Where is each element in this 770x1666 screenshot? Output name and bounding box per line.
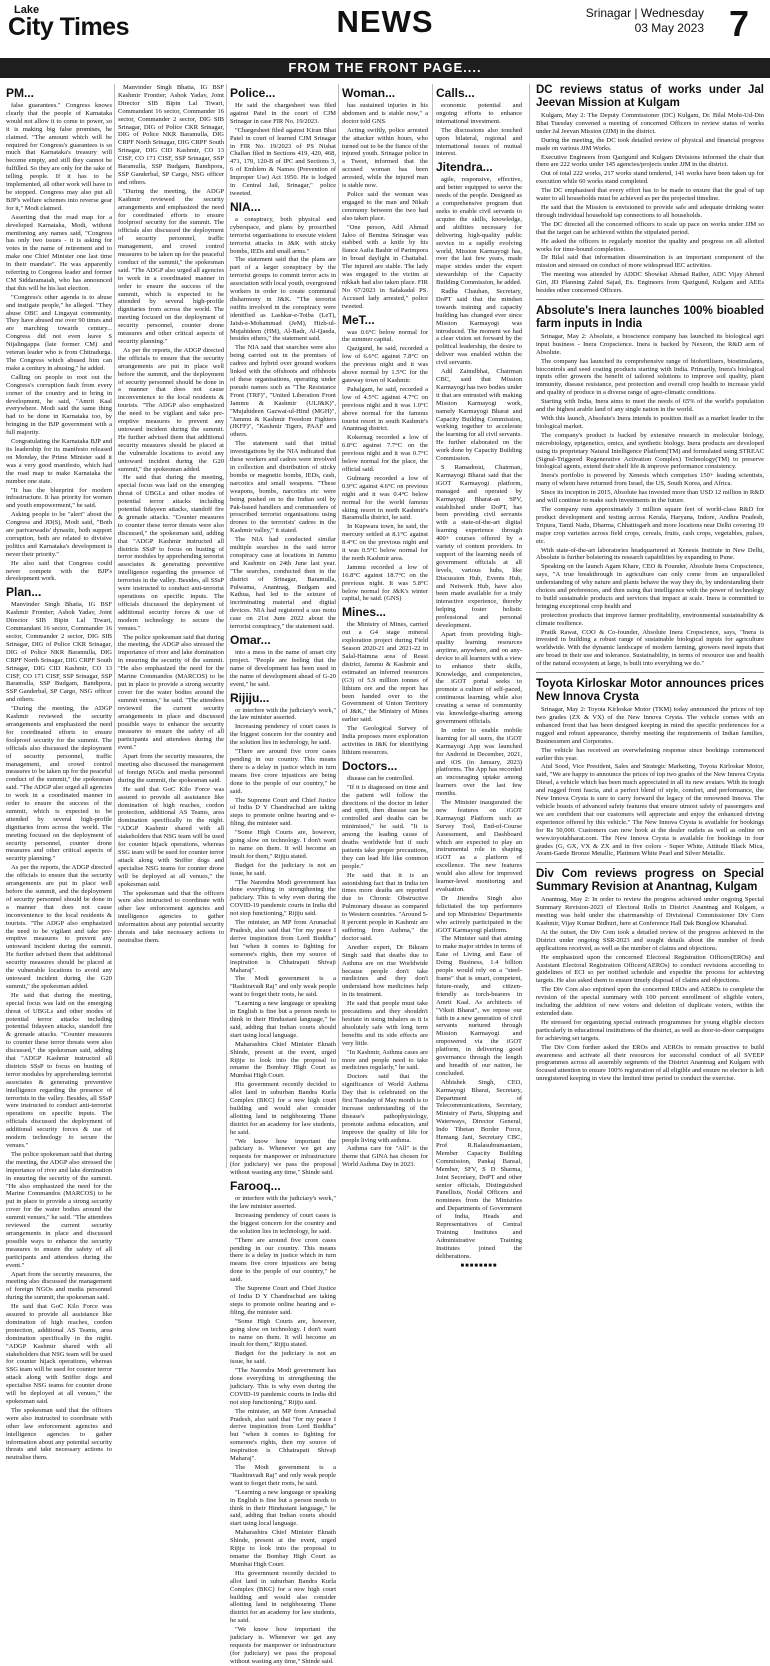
article-paragraph: The minister, an MP from Arunachal Pradesh, also said that "for my peace I derive inspiration from Lord Buddha" but "when it comes to fighting for someone's rights, then my source of inspiration is Chhatrapati Shivaji Maharaj". bbox=[230, 919, 336, 974]
article-paragraph: "The Narendra Modi government has done everything in strengthening the judiciary. This is why even during the COVID-19 pandemic courts in India did not stop functioning," Rijiju said. bbox=[230, 1367, 336, 1406]
article-paragraph: Congratulating the Karnataka BJP and its leadership for its manifesto released on Monday, the Prime Minister said it was a very good manifesto, which had the road map to make Karnataka the number one state. bbox=[6, 438, 112, 485]
article-paragraph: "Learning a new language or speaking in English is fine but a person needs to think in their Hindustani language," he said, adding that Indian courts should start using local language. bbox=[230, 1488, 336, 1528]
article-paragraph: "There are around five crore cases pending in our country. This means there is a delay in justice which in turn means five crore injustices are being done to the people of our country," he said. bbox=[230, 748, 336, 795]
article-paragraph: Calling on people to root out the Congress's corruption fault from every corner of the country and to bring in development, he said, "Amrit Kaal everywhere. Modi said the same thing had to be done in Karnataka too, by bringing in the BJP government with a full majority. bbox=[6, 373, 112, 437]
article-paragraph: Atul Sood, Vice President, Sales and Strategic Marketing, Toyota Kirloskar Motor, said, "We are happy to announce the prices of top two grades of the New Innova Crysta Diesel, a vehicle which has been much appreciated in all its new avatars. With its tough and rugged front fascia, and a perfect blend of style, comfort, and performance, the New Innova Crysta is sure to carry forward the legacy of the renowned Innova. The vehicle boasts of advanced safety features that ensure utmost safety of passengers and we are confident that our customers will appreciate and enjoy the enhanced driving experience offered by this vehicle." The New Innova Crysta is available for bookings for Rs 50,000. Customers can now book at the dealer outlets as well as online on www.toyotabharat.com. The New Innova Crysta is available for bookings in four grades (G, GX, VX & ZX and in five colors - Super White, Attitude Black Mica, Avant-Garde Bronze Metallic, Platinum White Pearl and Silver Metallic. bbox=[536, 763, 764, 858]
article-paragraph: At the outset, the Div Com took a detailed review of the progress achieved in the District under ongoing SSR-2023 and sought details about the number of fresh applications received, as well as the number of claims and objections. bbox=[536, 928, 764, 952]
calls-story-body bbox=[436, 102, 522, 158]
article-headline: Toyota Kirloskar Motor announces prices New Innova Crysta bbox=[536, 678, 764, 704]
article-paragraph: false guarantees." Congress knows clearly that the people of Karnataka would not allow it to come to power, so it is making big false promises, he claimed. "The amount which will be required for Congress's guarantees is so much that Karnataka's treasury will become empty, and still they cannot be fulfilled. So they are only for the sake of telling people. If it has to be implemented, all other work will have to be stopped. Congress may also put all BJP's welfare schemes into reverse gear for it," Modi claimed. bbox=[6, 102, 112, 212]
article-paragraph: Gulmarg recorded a low of 0.9°C against 4.6°C on previous night and it was 0.4°C below normal for the world famous skiing resort in north Kashmir's Baramulla district, he said. bbox=[342, 474, 428, 522]
jitendra-story-body bbox=[436, 176, 522, 1260]
article-paragraph: Out of total 222 works, 217 works stand tendered, 141 works have been taken up for execution while 60 works stand completed. bbox=[536, 170, 764, 186]
woman-continuation-title: Woman... bbox=[342, 86, 396, 100]
article-separator bbox=[536, 862, 764, 863]
article-paragraph: was 0.6°C below normal for the summer capital. bbox=[342, 328, 428, 344]
article-paragraph: Budget for the judiciary is not an issue, he said. bbox=[230, 861, 336, 877]
article-paragraph: The Geological Survey of India proposes more exploration activities in J&K for identifying lithium resources. bbox=[342, 725, 428, 756]
article-paragraph: The police spokesman said that during the meeting, the ADGP also stressed the importance of river and lake domination in ensuring the security of the summit. "He also emphasized the need for the Marine Commandos (MARCOS) to be put in place to provide a strong security cover for the water bodies around the summit venues," he said. "The attendees reviewed the current security arrangements in place and discussed possible ways to enhance the security measures to ensure the safety of all participants and attendees during the event." bbox=[6, 1150, 112, 1269]
article-paragraph: Speaking on the launch Agam Khare, CEO & Founder, Absolute Inera Cropscience, says, "A true breakthrough in agriculture can only come from an unparalleled understanding of why nature and plants behave the way they do, by understanding their choices and preferences, and then using that intelligence with the power of technology to build sustainable products and services that impact at scale. Inera is committed to bringing exceptional crop health and bbox=[536, 563, 764, 610]
article-paragraph: Dr Jitendra Singh also felicitated the top performers and top Ministries/ Departments who actively participated in the iGOT Karmayogi platform. bbox=[436, 894, 522, 934]
article-paragraph: His government recently decided to allot land in suburban Bandra Kurla Complex (BKC) for a new high court building and would also consider allotting land in neighbouring Thane district for an academy for law students, he said. bbox=[230, 1569, 336, 1625]
column-divider bbox=[114, 84, 115, 1168]
article-paragraph: The Modi government is a "Rashtravadi Raj" and only weak people want to forget their roots, he said. bbox=[230, 1464, 336, 1487]
article-paragraph: has sustained injuries in his abdomen and is stable now," a doctor told GNS. bbox=[342, 102, 428, 125]
met-continuation-title: MeT... bbox=[342, 312, 375, 327]
article-paragraph: disease can be controlled. bbox=[347, 774, 414, 782]
article-paragraph: He also said that Congress could never compete with the BJP's development work. bbox=[6, 559, 112, 583]
article-paragraph: The Supreme Court and Chief Justice of India D Y Chandrachud are taking steps to promote online hearing and e-filing, the minister said. bbox=[230, 796, 336, 828]
article-paragraph: The DC emphasised that every effort has to be made to ensure that the goal of tap water to all households must be achieved as per the projected timeline. bbox=[536, 187, 764, 203]
article-paragraph: "Chargesheet filed against Kiran Bhai Patel in court of learned CJM Srinagar in FIR No. 19/2023 of PS Nishat Challan filed in Sections 419, 420, 468, 471, 170, 120-B of IPC and Sections 3, 6 of Emblem & Names (Prevention of Improper Use) Act 1950. He is lodged in Central Jail, Srinagar," police tweeted. bbox=[230, 126, 336, 197]
rijiju-continuation-title: Rijiju... bbox=[230, 690, 270, 705]
article-paragraph: In order to enable mobile learning for all users, the iGOT Karmayogi App was launched for Android in December, 2021, and iOS (in January, 2023) platforms. The App has recorded an encouraging uptake among learners over the last few months. bbox=[436, 726, 522, 798]
article-paragraph: The statement said that the plans are part of a larger conspiracy by the terrorist groups to commit terror acts in association with local youth, overground workers in order to create communal disharmony in J&K. "The terrorist outfits involved in the conspiracy were identified as Lashkar-e-Toiba (LeT), Jaish-e-Mohammad (JeM), Hizb-ul-Mujahideen (HM), Al-Badr, Al-Qaeda, besides others," the statement said. bbox=[230, 256, 336, 343]
article-paragraph: The meeting was attended by ADDC Showkat Ahmad Rather, ADC Vijay Ahmed Giri, JD Planning Zahid Sajad, Ex. Engineers from Qazigund, Kulgam and AEEs besides other concerned Officers. bbox=[536, 271, 764, 295]
mines-continuation-title: Mines... bbox=[342, 605, 387, 620]
article-paragraph: The discussions also touched upon bilateral, regional and international issues of mutual interest. bbox=[436, 126, 522, 158]
issue-date: 03 May 2023 bbox=[634, 21, 704, 35]
article-paragraph: Asking people to be "alert" about the Congress and JD(S), Modi said, "Both are parivarwadis' dynastic, both support corruption, both are related to divisive politics and Karnataka's development is never their priority." bbox=[6, 511, 112, 558]
article-paragraph: The minister, an MP from Arunachal Pradesh, also said that "for my peace I derive inspiration from Lord Buddha" but "when it comes to fighting for someone's rights, then my source of inspiration is Chhatrapati Shivaji Maharaj". bbox=[230, 1407, 336, 1463]
article-paragraph: Srinagar, May 2: Toyota Kirloskar Motor (TKM) today announced the prices of top two grades (ZX & VX) of the New Innova Crysta. The vehicle comes with an enhanced front that has been designed keeping in mind the specific preferences for a rugged and robust appearance, thereby meeting the requirements of Indian families, Businessmen and Corporates. bbox=[536, 706, 764, 745]
article-paragraph: The company has launched its comprehensive range of biofertilisers, biostimulants, biocontrols and seed coating products starting with India. Primarily, Inera's biological inputs offer growers the benefit of tailored solutions to improve soil quality, plant immunity, disease resistance, pest protection and overall crop health to increase yield and quality of produce in a diverse range of agro-climatic conditions. bbox=[536, 357, 764, 397]
article-paragraph: As per the reports, the ADGP directed the officials to ensure that the security arrangements are put in place well before the summit, and the deployment of security personnel should be done in a manner that does not cause inconvenience to the local residents & tourists. "The ADGP also emphasized the need to be vigilant and take pre-emptive measures to prevent any untoward incident during the summit. He further advised them that additional security measures should be placed at the vulnerable locations to avoid any untoward incident during the G20 summit," the spokesman added. bbox=[6, 864, 112, 990]
police-story-body bbox=[230, 102, 336, 198]
article-paragraph: He said that the Mission is envisioned to provide safe and adequate drinking water through individual household tap connections to all households. bbox=[536, 203, 764, 219]
article-paragraph: Radha Chauhan, Secretary, DoPT said that the mindset towards training and capacity building has changed ever since Mission Karmayogi was introduced. The moment we had a clear vision set forward by the political leadership, the desire to deliver was enabled within the civil servants. bbox=[436, 288, 522, 367]
article-paragraph: The Minister inaugurated the new features on iGOT Karmayogi Platform such as Survey Tool, End-of-Course Assessment, and Dashboard which are expected to play an instrumental role in shaping iGOT as a platform of excellence. The new features would also allow for improved learner-level monitoring and evaluation. bbox=[436, 799, 522, 893]
jitendra-continuation-title: Jitendra... bbox=[436, 160, 493, 175]
article-paragraph: Apart from providing high-quality learning resources anytime, anywhere, and on any-device to all learners with a view to enhance their skills, Knowledge, and competencies, the iGOT portal seeks to promote a culture of self-paced, continuous learning, while also creating a sense of community via knowledge-sharing among government officials. bbox=[436, 631, 522, 725]
article-paragraph: "Congress's other agenda is to abuse and instigate people," he alleged. "They abuse OBC and Lingayat community. They have abused me over 90 times and are marching towards century... Congress did not even leave S Nijalingappa (late former CM) and veteran leader who is from Chitradurga. The Congress which abused him can make a century in abusing," he added. bbox=[6, 293, 112, 372]
column-1 bbox=[6, 84, 112, 1462]
article-paragraph: The company's product is backed by extensive research in molecular biology, microbiology, epigenetics, omics, and synthetic biology. Inera products are developed using its proprietary Natural Intelligence Platform(TM) and formulated using STREAC (Signal-Triggered Regenerative Activation Complex) Technology(TM) to preserve biological agents, extend their shelf life & improve performance consistency. bbox=[536, 431, 764, 471]
article-paragraph: Kulgam, May 2: The Deputy Commissioner (DC) Kulgam, Dr. Bilal Mohi-Ud-Din Bhat Tuesday convened a meeting of concerned Officers to review status of works under Jal Jeevan Mission (JJM) in the district. bbox=[536, 112, 764, 135]
article-paragraph: Budget for the judiciary is not an issue, he said. bbox=[230, 1350, 336, 1366]
article-paragraph: economic potential and ongoing efforts to enhance international investment. bbox=[436, 102, 522, 125]
article-paragraph: In Kupwara town, he said, the mercury settled at 8.1°C against 8.4°C on the previous night and it was 0.5°C below normal for the north Kashmir area. bbox=[342, 523, 428, 562]
article-separator bbox=[536, 672, 764, 673]
article-paragraph: The Supreme Court and Chief Justice of India D Y Chandrachud are taking steps to promote online hearing and e-filing, the minister said. bbox=[230, 1285, 336, 1316]
article-headline: DC reviews status of works under Jal Jeevan Mission at Kulgam bbox=[536, 84, 764, 109]
article-paragraph: Inera's portfolio is powered by Xenesis which comprises 150+ leading scientists, many of whom have returned from Israel, the US, South Korea, and Africa. bbox=[536, 472, 764, 488]
newspaper-logo bbox=[8, 4, 158, 42]
omar-continuation-title: Omar... bbox=[230, 633, 271, 647]
article-paragraph: Increasing pendency of court cases is the biggest concern for the country and the solution lies in technology, he said. bbox=[230, 1211, 336, 1235]
article-paragraph: Executive Engineers from Qazigund and Kulgam Divisions informed the chair that there are 222 works under 145 agencies/projects under JJM in the district. bbox=[536, 153, 764, 169]
article-paragraph: Apart from the security measures, the meeting also discussed the management of foreign NGOs and media personnel during the summit, the spokesman said. bbox=[6, 1270, 112, 1302]
article-paragraph: "We know how important the judiciary is. Whenever we get any requests for manpower or infrastructure (for judiciary) we pass the proposal without wasting any time," Shinde said. bbox=[230, 1137, 336, 1177]
article-paragraph: He said that during the meeting, special focus was laid on the emerging threat of UBGLs and other modes of potential terror attacks including potential fidayeen attacks, standoff fire & grenade attacks. "Counter measures to counter these terror threats were also discussed," the spokesman said, adding that "ADGP Kashmir instructed all districts SSsP to focus on busting of terror modules by apprehending terrorist associates & generating preventive intelligence regarding the presence of terrorists in the valley. Besides, all SSsP were instructed to conduct anti-terrorist operations on specific inputs. The officials discussed the deployment of additional security forces & use of modern technology to secure the venues." bbox=[6, 991, 112, 1149]
article-paragraph: He emphasized upon the concerned Electoral Registration Officers(EROs) and Assistant Electoral Registration Officers(AEROs) to conduct revisions according to guidelines of ECI so per notified schedule and expedite the process for achieving targets. He also asked them to ensure timely disposal of claims and objections. bbox=[536, 953, 764, 985]
nia-continuation-title: NIA... bbox=[230, 199, 261, 214]
article-paragraph: He said that people must take precautions and they shouldn't hesitate in using inhalers as it is absolutely safe with long term benefits and its side effects are very little. bbox=[342, 1000, 428, 1047]
article-paragraph: Another expert, Dr Bikram Singh said that deaths due to Asthma are on rise Worldwide because people don't take medicines and they don't understand how medicines help in its treatment. bbox=[342, 943, 428, 999]
article-paragraph: The police spokesman said that during the meeting, the ADGP also stressed the importance of river and lake domination in ensuring the security of the summit. "He also emphasized the need for the Marine Commandos (MARCOS) to be put in place to provide a strong security cover for the water bodies around the summit venues," he said. "The attendees reviewed the current security arrangements in place and discussed possible ways to enhance the security measures to ensure the safety of all participants and attendees during the event." bbox=[118, 633, 224, 752]
column-6 bbox=[536, 84, 764, 1168]
article-paragraph: The spokesman said that the officers were also instructed to coordinate with other law enforcement agencies and intelligence agencies to gather information about any potential security threats and take necessary actions to neutralise them. bbox=[118, 889, 224, 944]
article-paragraph: The NIA had conducted similar multiple searches in the said terror conspiracy case at locations in Jammu and Kashmir on 24th June last year. "The searches, conducted then in the district of Srinagar, Baramulla, Pulwama, Anantnag, Budgam and Kathua, had led to the seizure of incriminating material and digital devices. NIA had registered a suo motu case on 21st June 2022 about the terrorist conspiracy," the statement said. bbox=[230, 536, 336, 631]
article-body bbox=[536, 896, 764, 1083]
article-paragraph: The Minister said that aiming to make major strides in terms of Ease of Living and Ease of Doing Business, 1.4 billion people would rely on a "steel-frame" that is smart, competent, future-ready, and citizen-friendly as torch-bearers in Amrit Kaal. As architects of "Viksit Bharat", we repose our faith in a new generation of civil servants nurtured through Mission Karmayogi and empowered via the iGOT platform, in delivering good governance through the length and breadth of our nation, he concluded. bbox=[436, 935, 522, 1077]
pm-story-body bbox=[6, 102, 112, 583]
pm-continuation-title: PM... bbox=[6, 86, 35, 100]
article-paragraph: "There are around five crore cases pending in our country. This means there is a delay in justice which in turn means five crore injustices are being done to the people of our country," he said. bbox=[230, 1236, 336, 1284]
article-paragraph: Adil Zainulbhai, Chairman CBC, said that Mission Karmayogi has two bodies under it that are entrusted with making Mission Karmayogi work, namely Karmayogi Bharat and Capacity Building Commission, working together to accelerate the learning for all civil servants. He further elaborated on the work done by Capacity Building Commission. bbox=[436, 368, 522, 463]
article-separator bbox=[536, 299, 764, 300]
article-paragraph: He said that GoC Kilo Force was assured to provide all assistance like domination of high reaches, cordon protection, additional AS Teams, area domination specifically in the night. "ADGP Kashmir shared with all stakeholders that NSG team will be used for counter hijack operations, whereas SSG team will be used for counter terror attack along with Sniffer dogs and specialise NSG teams for counter drone will be deployed at all venues," the spokesman said. bbox=[118, 785, 224, 888]
column-2 bbox=[118, 84, 224, 1168]
article-body bbox=[536, 112, 764, 295]
omar-story-body bbox=[230, 649, 336, 689]
farooq-continuation-title: Farooq... bbox=[230, 1179, 281, 1194]
article-paragraph: into a mess in the name of smart city project. "People are feeling that the name of development has been used in the name of development ahead of G-20 event," he said. bbox=[230, 649, 336, 688]
plan-story-body bbox=[6, 601, 112, 1462]
article-headline: Absolute's Inera launches 100% bioabled farm inputs in India bbox=[536, 304, 764, 330]
article-paragraph: "During the meeting, the ADGP Kashmir reviewed the security arrangements and emphasized the need for coordinated efforts to ensure foolproof security for the summit. The officials also discussed the deployment of security personnel, traffic management, and crowd control measures to be taken up for the peaceful conduct of the summit," the spokesman said. "The ADGP also urged all agencies to work in a coordinated manner in order to ensure the success of the summit, which is expected to be attended by several high-profile dignitaries from across the world. The meeting focused on the deployment of security personnel, counter drone measures and other critical aspects of security planning." bbox=[118, 187, 224, 345]
article-paragraph: He stressed for organizing special outreach programmes for young eligible electors particularly in educational institutions of the district, as well as door-to-door campaigns for achieving set targets. bbox=[536, 1018, 764, 1042]
article-paragraph: The Div Com further asked the EROs and AEROs to remain proactive to build awareness and activate all their resources for successful conduct of all SVEEP programmes across all assembly segments of the District Anantnag and Kulgam with focused attention to ensure 100% registration of all eligible and ensure no elector is left unregistered keeping in view the limited time period to conduct the exercise. bbox=[536, 1043, 764, 1083]
article-paragraph: Pratik Rawat, COO & Co-founder, Absolute Inera Cropscience, says, "Inera is invested in building a robust range of sustainable biological inputs for agriculture worldwide. With the dynamic landscape of modern farming, growers need inputs that are broad in their use and tolerance. Sustainability, in terms of resource use and health of the natural ecosystem at large, is built into everything we do." bbox=[536, 628, 764, 668]
article-paragraph: protection products that improve farmer profitability, environmental sustainability & climate resilience. bbox=[536, 611, 764, 627]
column-divider bbox=[529, 84, 530, 1168]
logo-main-text: City Times bbox=[8, 13, 129, 41]
column-divider bbox=[226, 84, 227, 1168]
column-4 bbox=[342, 84, 428, 1168]
article-paragraph: He said that during the meeting, special focus was laid on the emerging threat of UBGLs and other modes of potential terror attacks including potential fidayeen attacks, standoff fire & grenade attacks. "Counter measures to counter these terror threats were also discussed," the spokesman said, adding that "ADGP Kashmir instructed all districts SSsP to focus on busting of terror modules by apprehending terrorist associates & generating preventive intelligence regarding the presence of terrorists in the valley. Besides, all SSsP were instructed to conduct anti-terrorist operations on specific inputs. The officials discussed the deployment of additional security forces & use of modern technology to secure the venues." bbox=[118, 474, 224, 632]
article-paragraph: The company runs approximately 3 million square feet of world-class R&D for product development and testing across Kerala, Haryana, Indore, Andhra Pradesh, Tripura, Tamil Nadu, Dharma, Chhattisgarh and more locations near Delhi covering 19 major crop varieties across field crops, cereals, fruits, cash crops, vegetables, pulses, etc. bbox=[536, 505, 764, 545]
article-paragraph: Police said the woman was engaged to the man and Nikah ceremony between the two had also taken place. bbox=[342, 190, 428, 222]
article-paragraph: Asserting that the road map for a developed Karnataka, Modi, without mentioning any names said, "Congress has only two issues - it is asking for votes in the name of retirement and to make one Chief Minister one last time in their mandate". He was apparently referring to Congress leader and former CM Siddaramaiah, who has announced that this will be his last election. bbox=[6, 213, 112, 292]
article-paragraph: As per the reports, the ADGP directed the officials to ensure that the security arrangements are put in place well before the summit, and the deployment of security personnel should be done in a manner that does not cause inconvenience to the local residents & tourists. "The ADGP also emphasized the need to be vigilant and take pre-emptive measures to prevent any untoward incident during the summit. He further advised them that additional security measures should be placed at the vulnerable locations to avoid any untoward incident during the G20 summit," the spokesman added. bbox=[118, 346, 224, 473]
article-paragraph: The Modi government is a "Rashtravadi Raj" and only weak people want to forget their roots, he said. bbox=[230, 975, 336, 999]
article-paragraph: S Ramadorai, Chairman, Karmayogi Bharat said that the iGOT Karmayogi platform, managed and operated by Karmayogi Bharat-an SPV, established under DoPT, has been providing civil servants with a state-of-the-art digital learning experience through 400+ courses offered by a variety of content providers. In support of the learning needs of government officials at all levels, various hubs, like Discussion Hub, Events Hub, and Network Hub, have also been made available for a truly interactive experience, thereby helping foster holistic professional and personal development. bbox=[436, 463, 522, 630]
article-paragraph: Increasing pendency of court cases is the biggest concern for the country and the solution lies in technology, he said. bbox=[230, 723, 336, 747]
article-paragraph: "One person, Adil Ahmad Jaloo of Bemina Srinagar was stabbed with a knife by his fiance Aafia Bashir of Parimpora in broad daylight in Chattabal. The injured are stable. The lady was engaged to the victim at nikkah had also taken place. FIR No 67/2023 in Safakadal PS. Accused lady arrested," police tweeted. bbox=[342, 223, 428, 310]
article-paragraph: The NIA said that searches were also being carried out in the premises of cadres and hybrid over ground workers linked with the offshoots and offshoots of these organisations, operating under pseudo names such as "The Resistance Front (TRF)", "United Liberation Front Jammu & Kashmir (ULJ&K)", "Mujahideen Gazwat-ul-Hind (MGH)", "Jammu & Kashmir Freedom Fighters (JKFF)", "Kashmir Tigers, PAAF and others. bbox=[230, 344, 336, 439]
farooq-story-body bbox=[230, 1195, 336, 1666]
article-paragraph: He asked the officers to regularly monitor the quality and progress on all allotted works for time-bound completion. bbox=[536, 237, 764, 253]
article-paragraph: Asthma care for "All" is the theme that GINA has chosen for World Asthma Day in 2023. bbox=[342, 1145, 428, 1169]
article-paragraph: His government recently decided to allot land in suburban Bandra Kurla Complex (BKC) for a new high court building and would also consider allotting land in neighbouring Thane district for an academy for law students, he said. bbox=[230, 1081, 336, 1136]
calls-continuation-title: Calls... bbox=[436, 86, 475, 100]
article-paragraph: agile, responsive, effective, and better equipped to serve the needs of the people. Designed as a comprehensive program that seeks to enable civil servants to acquire the skills, knowledge, and abilities necessary for delivering high-quality public service in a rapidly evolving world, Mission Karmayogi has, over the last few years, made major strides under the expert stewardship of the Capacity Building Commission, he added. bbox=[436, 176, 522, 287]
date-block bbox=[586, 6, 704, 36]
article-paragraph: or interfere with the judiciary's work," the law minister asserted. bbox=[230, 706, 336, 722]
article-paragraph: Abhishek Singh, CEO, Karmayogi Bharat, Secretary, Department of Telecommunications, Secretary, Ministry of Parts, Shipping and Waterways, Director General, Indo Tibetan Border Force, Hemang Jani, Secretary CBC, Prof R.Balasubramaniam, Member Capacity Building Commission, Pankaj Bansal, Member, SFV, S D Sharma, Joint Secretary, DoPT and other senior officials, Distinguished Panellists, Nodal Officers and nominees from the Ministries and Departments of Government of India, Heads and Representatives of Central Training Institutes and Administrative Training Institutes joined the deliberations. bbox=[436, 1078, 522, 1260]
section-title: NEWS bbox=[336, 4, 434, 39]
article-paragraph: or interfere with the judiciary's work," the law minister asserted. bbox=[230, 1195, 336, 1210]
article-paragraph: Manvinder Singh Bhatia, IG BSF Kashmir Frontier; Ashok Yadav, Joint Director SIB Bipin Lal Tiwari, Commandant 16 sector, Commander 16 sector, Commander 2 sector, DIG SIB Srinagar, DIG of Police CKR Srinagar, DIG of Police NKR Baramulla, DIG CRPF North Srinagar, DIG CRPF South Srinagar, DIG CID Kashmir, CO 13 CISF, CO 171 CISF, SSP Srinagar, SSP Baramulla, SSP Budgam, Bandipora, SSP Ganderbal, SP Cargo, NSG officer and others. bbox=[118, 84, 224, 186]
article-headline: Div Com reviews progress on Special Summary Revision at Anantnag, Kulgam bbox=[536, 868, 764, 894]
article-paragraph: "If it is diagnosed on time and the patient will follow the directions of the doctor in letter and spirit, then disease can be controlled and deaths can be minimised," he said. "It is among the leading cause of deaths worldwide but if such patients take proper precautions, they can lead life like common people." bbox=[342, 783, 428, 870]
article-paragraph: Pahalgam, he said, recorded a low of 4.5°C against 4.7°C on previous night and it was 1.0°C above normal for the famous tourist resort in south Kashmir's Anantnag district. bbox=[342, 385, 428, 433]
met-story-body bbox=[342, 329, 428, 604]
column-divider bbox=[338, 84, 339, 1168]
article-paragraph: The DC directed all the concerned officers to scale up pace on works under JJM so that the target can be achieved within the stipulated period. bbox=[536, 220, 764, 236]
article-body bbox=[536, 333, 764, 668]
article-paragraph: "It has the blueprint for modern infrastructure. It has priority for women and youth empowerment," he said. bbox=[6, 486, 112, 510]
article-paragraph: The statement said that initial investigations by the NIA indicated that these workers and cadres were involved in collection and distribution of sticky bombs or magnetic bombs, IEDs, cash, narcotics and small weapons. "These weapons, bombs, narcotics etc were being pushed on to the Indian soil by Pak-based handlers and commanders of proscribed terrorist organisations using drones to the terrorists' cadres in the Kashmir valley," it stated. bbox=[230, 440, 336, 535]
article-paragraph: With this launch, Absolute's Inera intends to position itself as a market leader in the biological market. bbox=[536, 415, 764, 430]
article-paragraph: With state-of-the-art laboratories headquartered at Xenesis Institute in New Delhi, Absolute is further bolstering its research capabilities by expanding to Pune. bbox=[536, 546, 764, 562]
article-paragraph: During the meeting, the DC took detailed review of physical and financial progress made on various JJM Works. bbox=[536, 136, 764, 152]
article-paragraph: "In Kashmir, Asthma cases are more and people need to take medicines regularly," he said. bbox=[342, 1048, 428, 1072]
article-paragraph: Since its inception in 2015, Absolute has invested more than USD 12 million in R&D and will continue to make such investments in the future. bbox=[536, 489, 764, 505]
article-paragraph: Maharashtra Chief Minister Eknath Shinde, present at the event, urged Rijiju to look into the proposal to rename the Bombay High Court as Mumbai High Court. bbox=[230, 1040, 336, 1080]
article-paragraph: He said the chargesheet was filed against Patel in the court of CJM Srinagar in case FIR No. 19/2023. bbox=[230, 102, 336, 125]
article-body bbox=[536, 706, 764, 858]
article-paragraph: The Div Com also enjoined upon the concerned EROs and AEROs to complete the revision of the special summary with 100 percent enrollment of eligible voters, including the addition of new voters and deletion of duplicate voters, within the extended date. bbox=[536, 986, 764, 1017]
article-paragraph: He said that GoC Kilo Force was assured to provide all assistance like domination of high reaches, cordon protection, additional AS Teams, area domination specifically in the night. "ADGP Kashmir shared with all stakeholders that NSG team will be used for counter hijack operations, whereas SSG team will be used for counter terror attack along with Sniffer dogs and specialise NSG teams for counter drone will be deployed at all venues," the spokesman said. bbox=[6, 1303, 112, 1405]
article-paragraph: "We know how important the judiciary is. Whenever we get any requests for manpower or infrastructure (for judiciary) we pass the proposal without wasting any time," Shinde said. bbox=[230, 1626, 336, 1665]
mines-story-body bbox=[342, 621, 428, 756]
logo-small-text: Lake bbox=[14, 4, 40, 16]
woman-story-body bbox=[342, 102, 428, 311]
column-3 bbox=[230, 84, 336, 1665]
article-paragraph: "The Narendra Modi government has done everything in strengthening the judiciary. This is why even during the COVID-19 pandemic courts in India did not stop functioning," Rijiju said. bbox=[230, 878, 336, 918]
city-day: Srinagar | Wednesday bbox=[585, 6, 704, 20]
article-paragraph: "During the meeting, the ADGP Kashmir reviewed the security arrangements and emphasized the need for coordinated efforts to ensure foolproof security for the summit. The officials also discussed the deployment of security personnel, traffic management, and crowd control measures to be taken up for the peaceful conduct of the summit," the spokesman said. "The ADGP also urged all agencies to work in a coordinated manner in order to ensure the success of the summit, which is expected to be attended by several high-profile dignitaries from across the world. The meeting focused on the deployment of security personnel, counter drone measures and other critical aspects of security planning." bbox=[6, 705, 112, 863]
article-paragraph: Apart from the security measures, the meeting also discussed the management of foreign NGOs and media personnel during the summit, the spokesman said. bbox=[118, 753, 224, 784]
article-paragraph: Maharashtra Chief Minister Eknath Shinde, present at the event, urged Rijiju to look into the proposal to rename the Bombay High Court as Mumbai High Court. bbox=[230, 1529, 336, 1568]
article-paragraph: Anantnag, May 2: In order to review the progress achieved under ongoing Special Summary Revision-2023 of Electoral Rolls in District Anantnag and Kulgam, a meeting was held under the chairmanship of Divisional Commissioner Div Com Kashmir, Vijay Kumar Bidhuri, here at Conference Hall Dak Bunglow Khanabal. bbox=[536, 896, 764, 928]
rijiju-story-body bbox=[230, 707, 336, 1178]
article-paragraph: He said that it is an astonishing fact that in India ten times more deaths are reported due to Chronic Obstructive Pulmonary disease as compared to Western countries. "Around 5-8 percent people in Kashmir are suffering from Asthma," the doctor said. bbox=[342, 871, 428, 942]
section-banner: FROM THE FRONT PAGE.... bbox=[0, 58, 770, 78]
doctors-story-body bbox=[342, 775, 428, 1169]
article-paragraph: "Learning a new language or speaking in English is fine but a person needs to think in their Hindustani language," he said, adding that Indian courts should start using local language. bbox=[230, 1000, 336, 1039]
article-paragraph: Doctors said that the significance of World Asthma Day that is celebrated on the first Tuesday of May month is to increase understanding of the disease's pathophysiology, promote asthma education, and improve the quality of life for people living with asthma. bbox=[342, 1073, 428, 1144]
plan-story-body-continued bbox=[118, 84, 224, 945]
article-paragraph: Dr Bilal said that information dissemination is an important component of the mission and stressed on conduct of more widespread IEC activities. bbox=[536, 254, 764, 270]
article-paragraph: Kokernag recorded a low of 6.8°C against 7.7°C on the previous night and it was 0.7°C below normal for the place, the official said. bbox=[342, 434, 428, 473]
article-paragraph: the Ministry of Mines, carried out a G4 stage mineral exploration project during Field Season 2020-21 and 2021-22 in Salal-Haimna area of Reasi district, Jammu & Kashmir and estimated an inferred resources (G3) of 5.9 million tonnes of lithium ore and the report has been handed over to the Government of Union Territory of J&K," the Ministry of Mines earlier said. bbox=[342, 621, 428, 724]
story-end-mark: ■■■■■■■■ bbox=[460, 1262, 498, 1269]
article-paragraph: "Some High Courts are, however, going slow on technology. I don't want to name on them. It will become an insult for them," Rijiju stated. bbox=[230, 829, 336, 860]
article-paragraph: "Some High Courts are, however, going slow on technology. I don't want to name on them. It will become an insult for them," Rijiju stated. bbox=[230, 1317, 336, 1349]
doctors-continuation-title: Doctors... bbox=[342, 758, 398, 773]
article-paragraph: Srinagar, May 2: Absolute, a bioscience company has launched its biological agri input business - Inera Cropscience. Inera is backed by Nexeon, the R&D arm of Absolute. bbox=[536, 332, 764, 356]
article-paragraph: a conspiracy, both physical and cyberspace, and plans by proscribed terrorist organisations to execute violent terrorist attacks in J&K with sticky bombs, IEDs and small arms." bbox=[230, 215, 336, 255]
article-paragraph: Acting swiftly, police arrested the attacker within hours, who turned out to be the fiance of the injured youth. Srinagar police in a Tweet, informed that the accused woman has been arrested, while the injured man is stable now. bbox=[342, 126, 428, 190]
column-divider bbox=[432, 84, 433, 1168]
page-number: 7 bbox=[712, 2, 766, 46]
police-continuation-title: Police... bbox=[230, 86, 276, 100]
masthead bbox=[0, 0, 770, 58]
article-paragraph: The spokesman said that the officers were also instructed to coordinate with other law enforcement agencies and intelligence agencies to gather information about any potential security threats and take necessary actions to neutralise them. bbox=[6, 1406, 112, 1462]
article-paragraph: The vehicle has received an overwhelming response since bookings commenced earlier this year. bbox=[536, 746, 764, 762]
nia-story-body bbox=[230, 216, 336, 631]
column-5 bbox=[436, 84, 522, 1269]
article-paragraph: Starting with India, Inera aims to meet the needs of 65% of the world's population and the highest arable land of any single nation in the world. bbox=[536, 398, 764, 414]
article-paragraph: Qazigund, he said, recorded a low of 6.6°C against 7.8°C on the previous night and it was above normal by 1.5°C for the gateway town of Kashmir. bbox=[342, 345, 428, 384]
article-paragraph: Jammu recorded a low of 16.8°C against 18.7°C on the previous night. It was 5.8°C below normal for J&K's winter capital, he said. (GNS) bbox=[342, 563, 428, 603]
plan-continuation-title: Plan... bbox=[6, 585, 42, 600]
article-paragraph: Manvinder Singh Bhatia, IG BSF Kashmir Frontier; Ashok Yadav, Joint Director SIB Bipin Lal Tiwari, Commandant 16 sector, Commander 16 sector, Commander 2 sector, DIG SIB Srinagar, DIG of Police CKR Srinagar, DIG of Police NKR Baramulla, DIG CRPF North Srinagar, DIG CRPF South Srinagar, DIG CID Kashmir, CO 13 CISF, CO 171 CISF, SSP Srinagar, SSP Baramulla, SSP Budgam, Bandipora, SSP Ganderbal, SP Cargo, NSG officer and others. bbox=[6, 601, 112, 704]
